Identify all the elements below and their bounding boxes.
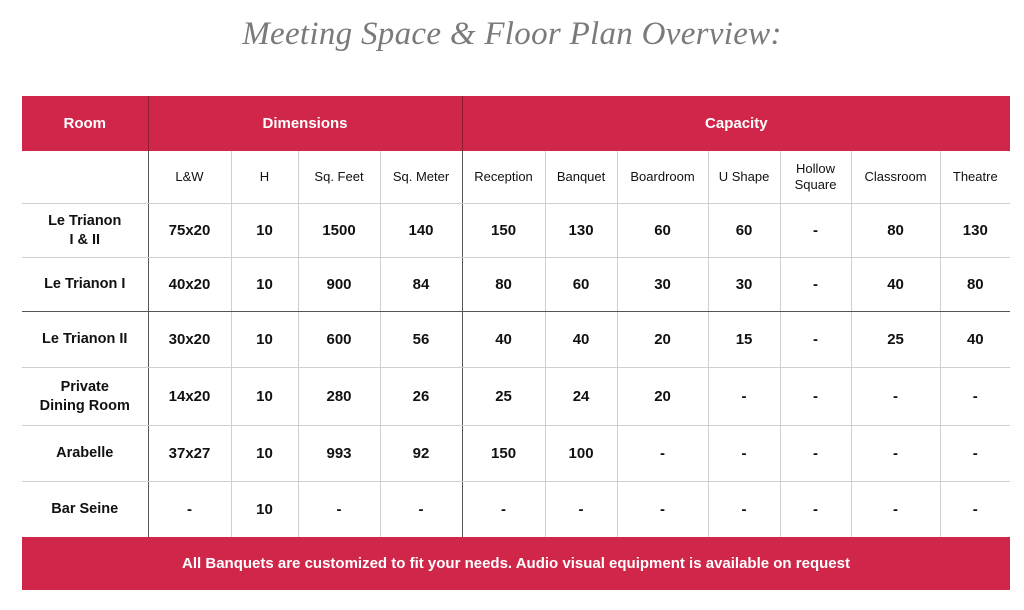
table-cell: - [940,368,1010,426]
dimensions-header: Dimensions [148,96,462,151]
table-cell: 60 [617,204,708,258]
table-cell: 150 [462,204,545,258]
table-cell: 24 [545,368,617,426]
table-cell: 25 [462,368,545,426]
column-header: Banquet [545,151,617,204]
table-cell: 140 [380,204,462,258]
table-cell: 40 [462,312,545,368]
capacity-header: Capacity [462,96,1010,151]
column-header: Classroom [851,151,940,204]
table-cell: 15 [708,312,780,368]
table-cell: 20 [617,368,708,426]
table-cell: - [148,482,231,538]
table-cell: - [940,426,1010,482]
table-cell: - [780,426,851,482]
table-cell: 600 [298,312,380,368]
table-cell: 40 [545,312,617,368]
table-cell: - [780,312,851,368]
column-header: Sq. Meter [380,151,462,204]
table-cell: 40x20 [148,258,231,312]
table-cell: - [462,482,545,538]
table-cell: - [780,482,851,538]
column-header: H [231,151,298,204]
room-name: Bar Seine [22,482,148,538]
table-cell: 75x20 [148,204,231,258]
table-cell: 30 [708,258,780,312]
room-name: Le Trianon II [22,312,148,368]
room-header: Room [22,96,148,151]
table-cell: 25 [851,312,940,368]
table-cell: 56 [380,312,462,368]
table-row [22,312,1010,368]
table-cell: 92 [380,426,462,482]
table-cell: 10 [231,368,298,426]
table-cell: 10 [231,482,298,538]
table-row [22,368,1010,426]
table-cell: 993 [298,426,380,482]
table-cell: 14x20 [148,368,231,426]
table-cell: - [851,426,940,482]
room-name: Le Trianon I & II [22,204,148,258]
table-cell: - [380,482,462,538]
table-cell: 37x27 [148,426,231,482]
table-cell: 10 [231,426,298,482]
table-cell: - [298,482,380,538]
table-cell: 80 [851,204,940,258]
table-cell: 84 [380,258,462,312]
table-cell: - [617,482,708,538]
table-cell: - [780,258,851,312]
meeting-space-table [22,96,1010,538]
table-cell: 40 [940,312,1010,368]
column-header: Boardroom [617,151,708,204]
table-cell: - [851,482,940,538]
footer-banner: All Banquets are customized to fit your needs. Audio visual equipment is available on request [22,537,1010,590]
table-cell: 900 [298,258,380,312]
table-cell: - [545,482,617,538]
table-cell: - [780,368,851,426]
table-body [22,204,1010,538]
table-cell: 10 [231,258,298,312]
room-name: Private Dining Room [22,368,148,426]
table-cell: 30x20 [148,312,231,368]
column-header: Reception [462,151,545,204]
table-cell: 60 [545,258,617,312]
table-cell: - [708,368,780,426]
table-cell: 80 [462,258,545,312]
table-cell: 40 [851,258,940,312]
column-header: Hollow Square [780,151,851,204]
column-header: L&W [148,151,231,204]
table-cell: 1500 [298,204,380,258]
table-cell: 280 [298,368,380,426]
column-header: Sq. Feet [298,151,380,204]
table-cell: - [617,426,708,482]
group-header-row [22,96,1010,151]
table-cell: 100 [545,426,617,482]
page-title: Meeting Space & Floor Plan Overview: [242,16,782,52]
room-name: Le Trianon I [22,258,148,312]
table-cell: 20 [617,312,708,368]
table-row [22,258,1010,312]
room-name: Arabelle [22,426,148,482]
table-row [22,426,1010,482]
table-cell: 10 [231,204,298,258]
table-cell: 30 [617,258,708,312]
column-header-blank [22,151,148,204]
table-cell: 60 [708,204,780,258]
table-cell: - [851,368,940,426]
table-row [22,204,1010,258]
table-cell: 150 [462,426,545,482]
table-cell: - [708,426,780,482]
table-cell: 130 [940,204,1010,258]
column-header: U Shape [708,151,780,204]
table-cell: - [708,482,780,538]
table-row [22,482,1010,538]
column-header-row [22,151,1010,204]
table-cell: - [780,204,851,258]
table-cell: - [940,482,1010,538]
column-header: Theatre [940,151,1010,204]
table-cell: 80 [940,258,1010,312]
table-cell: 10 [231,312,298,368]
table-cell: 26 [380,368,462,426]
table-cell: 130 [545,204,617,258]
